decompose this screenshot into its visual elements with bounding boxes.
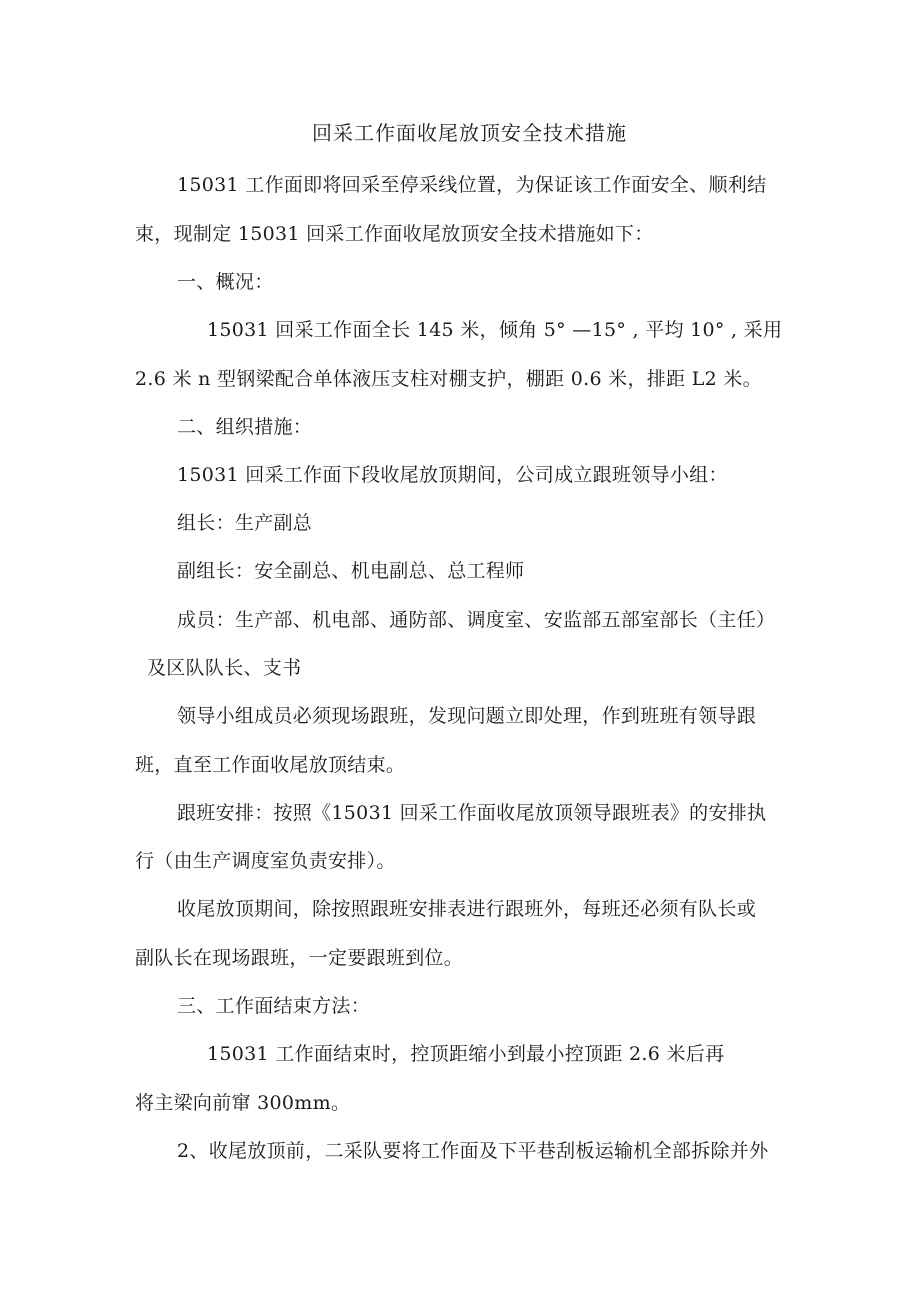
section-3-heading: 三、工作面结束方法： [177,995,371,1017]
section-1-heading: 一、概况： [177,271,274,293]
section-2-paragraph-4-line-1: 收尾放顶期间，除按照跟班安排表进行跟班外，每班还必须有队长或 [177,898,757,920]
section-2-heading: 二、组织措施： [177,416,313,438]
section-2-paragraph-2-line-1: 领导小组成员必须现场跟班，发现问题立即处理，作到班班有领导跟 [177,705,757,727]
members-line-1: 成员：生产部、机电部、通防部、调度室、安监部五部室部长（主任） [177,609,776,631]
page-title: 回采工作面收尾放顶安全技术措施 [312,121,627,145]
section-2-paragraph-3-line-1: 跟班安排：按照《15031 回采工作面收尾放顶领导跟班表》的安排执 [177,802,767,824]
section-1-line-1: 15031 回采工作面全长 145 米，倾角 5° —15° , 平均 10° , 采用 [207,319,783,341]
leader-line: 组长：生产副总 [177,512,313,534]
deputy-leader-line: 副组长：安全副总、机电副总、总工程师 [177,560,525,582]
intro-line-1: 15031 工作面即将回采至停采线位置，为保证该工作面安全、顺利结 [177,174,767,196]
section-2-paragraph-1: 15031 回采工作面下段收尾放顶期间，公司成立跟班领导小组： [177,464,728,486]
section-3-paragraph-2-line-1: 2、收尾放顶前，二采队要将工作面及下平巷刮板运输机全部拆除并外 [177,1140,769,1162]
section-1-line-2: 2.6 米 n 型钢梁配合单体液压支柱对棚支护，棚距 0.6 米，排距 L2 米。 [135,368,762,390]
section-3-paragraph-1-line-2: 将主梁向前窜 300mm。 [135,1092,351,1114]
section-2-paragraph-3-line-2: 行（由生产调度室负责安排）。 [135,850,396,872]
intro-line-2: 束，现制定 15031 回采工作面收尾放顶安全技术措施如下： [135,223,654,245]
section-3-paragraph-1-line-1: 15031 工作面结束时，控顶距缩小到最小控顶距 2.6 米后再 [207,1043,725,1065]
members-line-2: 及区队队长、支书 [147,657,302,679]
section-2-paragraph-4-line-2: 副队长在现场跟班，一定要跟班到位。 [135,947,464,969]
section-2-paragraph-2-line-2: 班，直至工作面收尾放顶结束。 [135,754,406,776]
